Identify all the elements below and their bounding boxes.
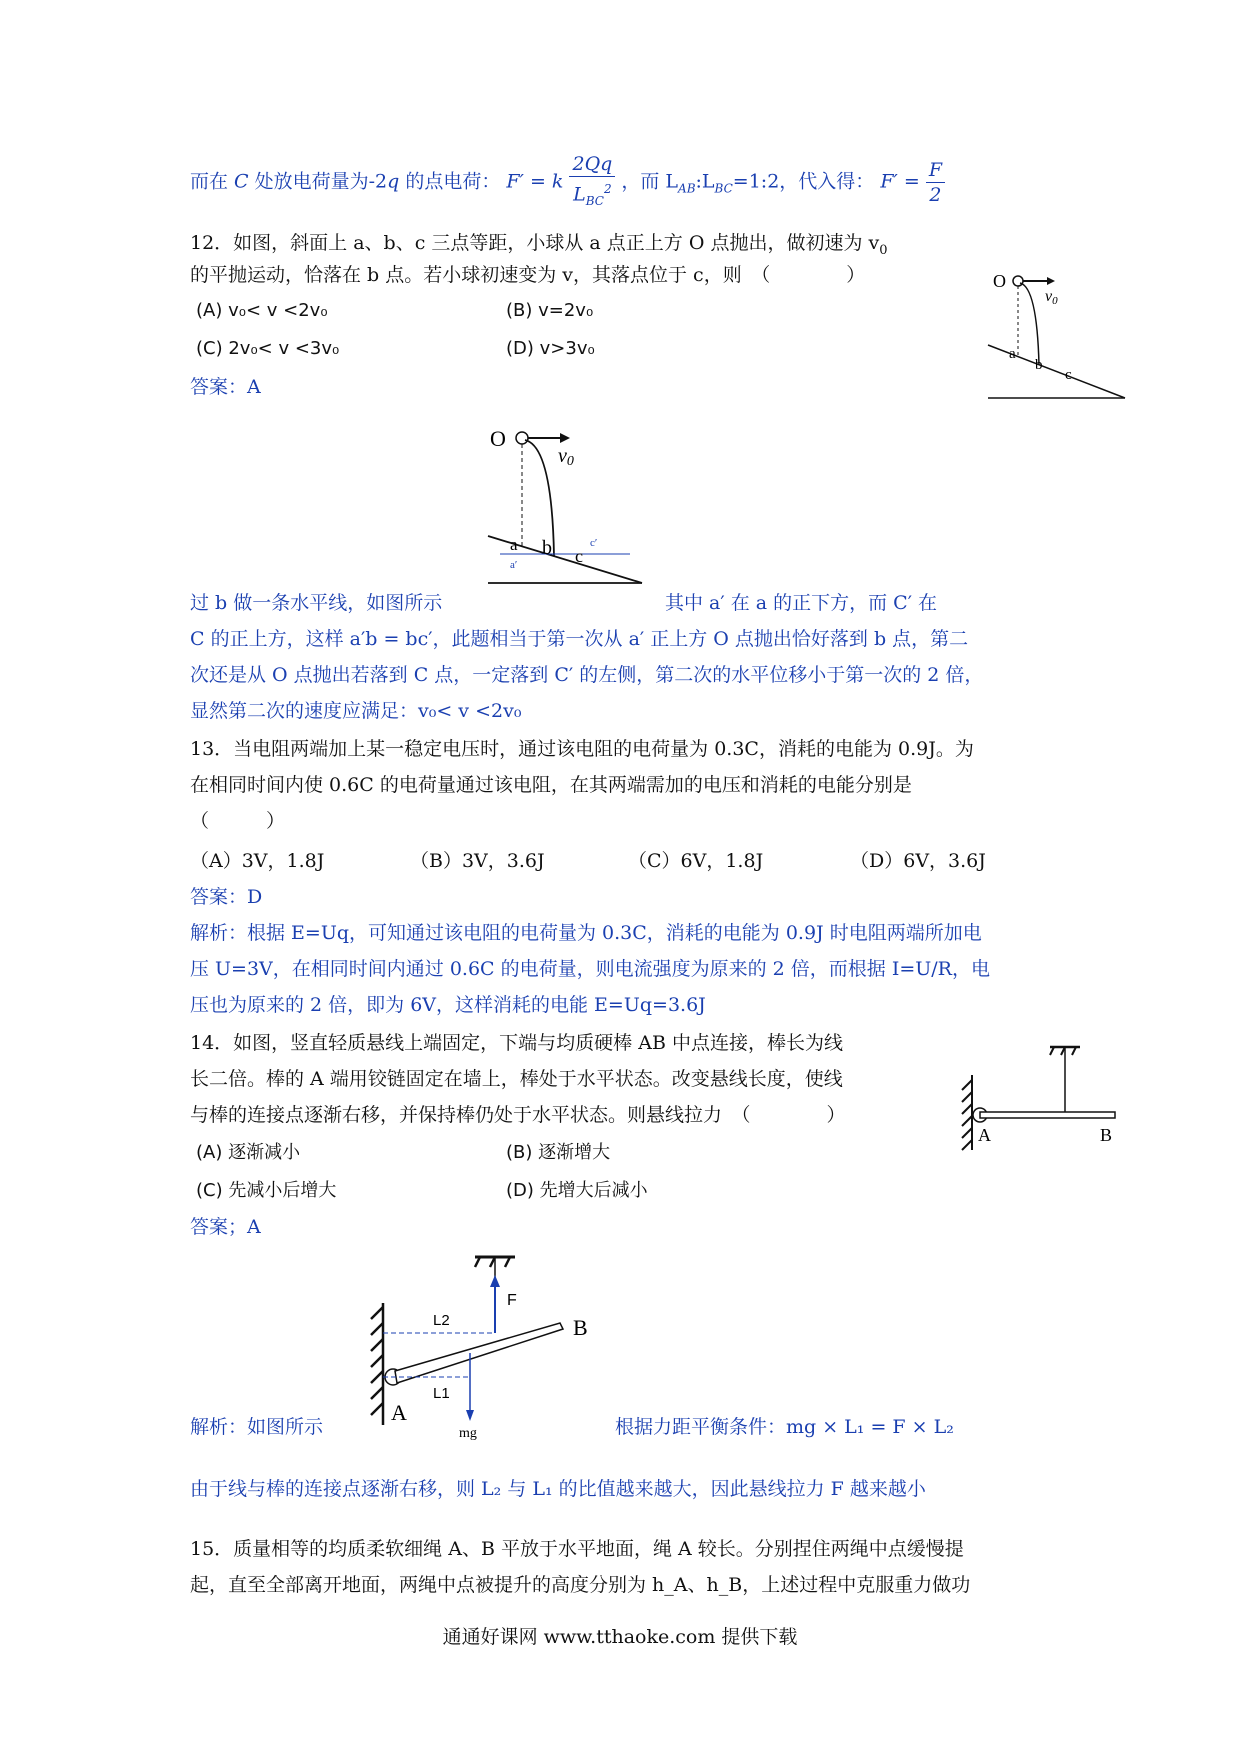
q14-option-b: (B) 逐渐增大 [506,1142,611,1163]
q12-option-c: (C) 2v₀< v <3v₀ [196,338,340,359]
text-part: 的点电荷： [399,170,501,193]
page-footer: 通通好课网 www.tthaoke.com 提供下载 [442,1626,798,1648]
label-mg: mg [459,1426,477,1440]
label-c: c [575,546,583,566]
text-part: =1:2，代入得： [732,170,875,193]
label-o: O [490,426,506,451]
q13-explain-3: 压也为原来的 2 倍，即为 6V，这样消耗的电能 E=Uq=3.6J [190,994,706,1016]
q12-explain-2: C 的正上方，这样 a′b = bc′，此题相当于第一次从 a′ 正上方 O 点抛出恰好落到 b 点，第二 [190,628,969,650]
label-a: a [510,535,518,554]
q14-figure-explain [355,1245,605,1440]
arrow-head-icon [466,1410,474,1421]
q13-explain-1: 解析：根据 E=Uq，可知通过该电阻的电荷量为 0.3C，消耗的电能为 0.9J 时电阻两端所加电 [190,922,982,944]
q14-explain-1a: 解析：如图所示 [190,1416,324,1438]
q12-line2: 的平抛运动，恰落在 b 点。若小球初速变为 v，其落点位于 c，则 （ ） [190,264,866,286]
label-b: B [1100,1125,1113,1145]
q12-line1-sub: 0 [879,242,888,258]
fraction-2qq [569,152,615,213]
arrow-head-icon [490,1275,500,1287]
fraction-f-over-2 [926,158,945,207]
v0-sub: 0 [566,454,574,469]
text-part: ，而 L [621,170,679,193]
label-v0 [558,445,574,469]
label-b: B [573,1315,588,1340]
q12-option-a: (A) v₀< v <2v₀ [196,300,328,321]
text-part: 而在 [190,170,235,193]
q12-option-b: (B) v=2v₀ [506,300,594,321]
arrow-head-icon [1047,277,1055,285]
charge-formula-line [190,152,945,213]
fraction-numerator: F [926,158,945,183]
q13-answer: 答案：D [190,886,263,908]
q13-option-b: （B）3V，3.6J [410,850,545,872]
v0-main: v [1045,288,1053,305]
v0-main: v [558,445,567,467]
q12-explain-1a: 过 b 做一条水平线，如图所示 [190,592,443,614]
wall-hatch [371,1307,383,1415]
sub-ab: AB [678,181,696,196]
q13-line3: （ ） [190,810,286,832]
q12-explain-3: 次还是从 O 点抛出若落到 C 点，一定落到 C′ 的左侧，第二次的水平位移小于第一次的 2 倍， [190,664,984,686]
rod [395,1323,563,1383]
fraction-denominator: 2 [929,184,942,207]
label-c-prime: c′ [590,537,598,549]
q12-explain-4: 显然第二次的速度应满足：v₀< v <2v₀ [190,700,522,722]
q14-explain-2: 由于线与棒的连接点逐渐右移，则 L₂ 与 L₁ 的比值越来越大，因此悬线拉力 F 越来越小 [190,1478,926,1500]
arrow-head-icon [560,433,570,443]
q15-line2: 起，直至全部离开地面，两绳中点被提升的高度分别为 h_A、h_B，上述过程中克服重力做功 [190,1574,971,1596]
q14-option-a: (A) 逐渐减小 [196,1142,301,1163]
label-a: A [978,1125,991,1145]
formula-result: F′ = [880,170,920,193]
q14-option-c: (C) 先减小后增大 [196,1180,337,1201]
trajectory [1020,283,1039,365]
q12-explain-1b: 其中 a′ 在 a 的正下方，而 C′ 在 [665,592,938,614]
q14-line3: 与棒的连接点逐渐右移，并保持棒仍处于水平状态。则悬线拉力 （ ） [190,1104,846,1126]
den-sup: 2 [604,182,612,196]
q12-answer: 答案：A [190,376,261,398]
q14-explain-1b: 根据力距平衡条件：mg × L₁ = F × L₂ [615,1416,954,1438]
text-part: C [234,170,249,193]
fraction-numerator: 2Qq [569,152,615,177]
text-part: 处放电荷量为-2 [248,170,388,193]
label-l2: L2 [433,1312,450,1329]
rod [980,1112,1115,1118]
label-a-prime: a′ [510,559,518,571]
label-a: A [391,1400,407,1425]
text-part: q [387,170,400,193]
q13-line1: 13．当电阻两端加上某一稳定电压时，通过该电阻的电荷量为 0.3C，消耗的电能为 0.9J。为 [190,738,974,760]
q13-option-d: （D）6V，3.6J [850,850,986,872]
label-a: a [1009,346,1016,362]
q12-option-d: (D) v>3v₀ [506,338,595,359]
q13-option-c: （C）6V，1.8J [628,850,764,872]
q14-line2: 长二倍。棒的 A 端用铰链固定在墙上，棒处于水平状态。改变悬线长度，使线 [190,1068,843,1090]
q12-line1-text: 12．如图，斜面上 a、b、c 三点等距，小球从 a 点正上方 O 点抛出，做初速为 v [190,232,880,254]
q14-figure-small [950,1035,1120,1160]
q14-line1: 14．如图，竖直轻质悬线上端固定，下端与均质硬棒 AB 中点连接，棒长为线 [190,1032,843,1054]
q12-figure-explain [470,418,660,588]
q13-option-a: （A）3V，1.8J [190,850,325,872]
wall-hatch [962,1080,972,1150]
label-v0 [1045,288,1058,307]
den-main: L [573,183,586,206]
v0-sub: 0 [1052,295,1058,307]
q13-explain-2: 压 U=3V，在相同时间内通过 0.6C 的电荷量，则电流强度为原来的 2 倍，而根据 I=U/R，电 [190,958,990,980]
fraction-denominator [569,177,615,213]
q14-answer: 答案；A [190,1216,261,1238]
label-l1: L1 [433,1385,450,1402]
q15-line1: 15．质量相等的均质柔软细绳 A、B 平放于水平地面，绳 A 较长。分别捏住两绳中点缓慢提 [190,1538,964,1560]
label-c: c [1065,367,1072,383]
ball-icon [1013,276,1023,286]
den-sub: BC [585,194,604,209]
q13-line2: 在相同时间内使 0.6C 的电荷量通过该电阻，在其两端需加的电压和消耗的电能分别是 [190,774,912,796]
formula-f-prime: F′ = k [506,170,564,193]
label-b: b [1035,357,1043,373]
label-b: b [542,537,552,559]
sub-bc: BC [714,181,733,196]
label-o: O [993,271,1006,291]
label-f: F [507,1292,517,1309]
q12-figure-small [985,265,1130,405]
q14-option-d: (D) 先增大后减小 [506,1180,648,1201]
ball-icon [516,432,528,444]
text-part: :L [695,170,715,193]
